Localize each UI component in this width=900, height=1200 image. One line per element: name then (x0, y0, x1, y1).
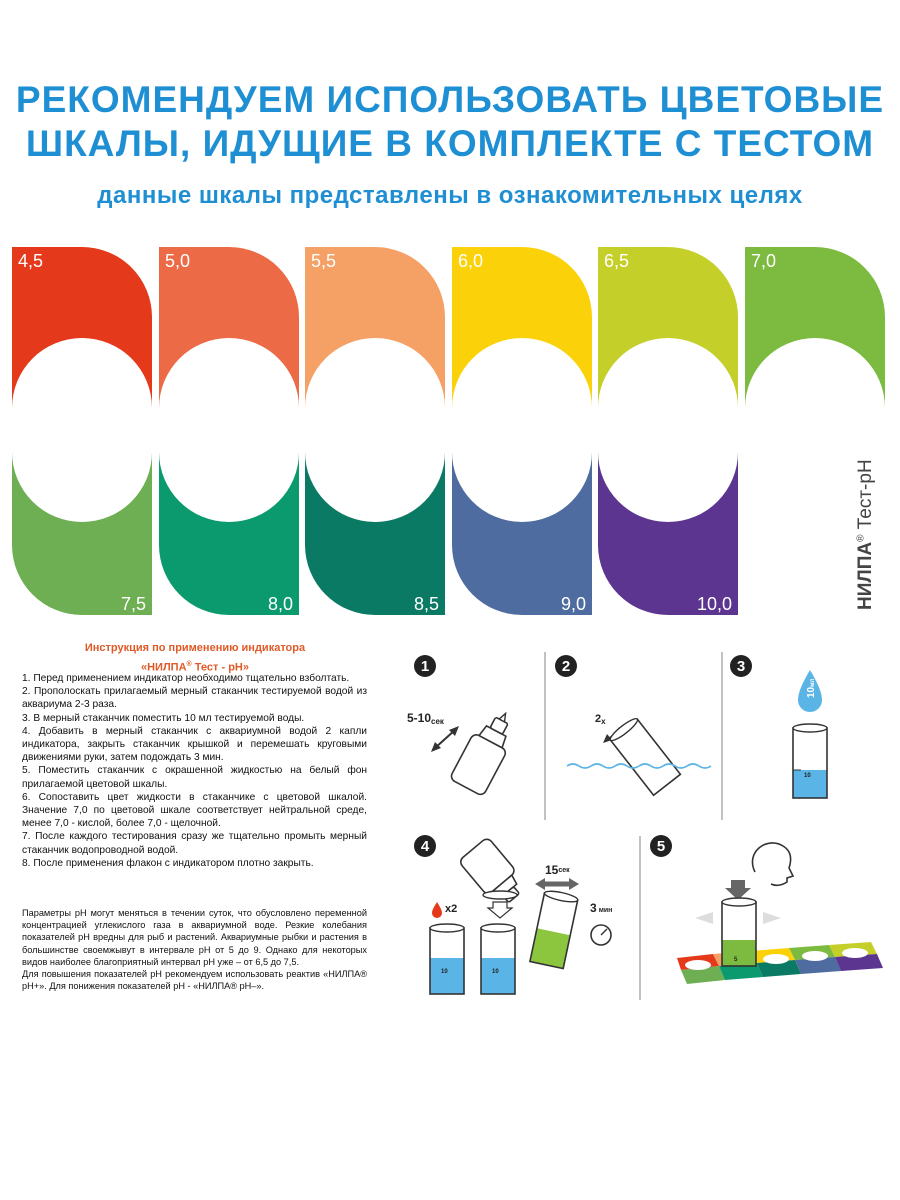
subtitle: данные шкалы представлены в ознакомительных целях (97, 182, 803, 209)
wait-time (590, 901, 612, 915)
brand-product: Тест-рН (855, 459, 876, 530)
swatch-label: 10,0 (696, 594, 732, 614)
drops-count: x2 (445, 903, 458, 915)
ph-swatch-top (159, 247, 299, 408)
cup-mark: 5 (734, 957, 738, 963)
step-number: 4 (420, 838, 430, 855)
instruction-item: 1. Перед применением индикатор необходимо тщательно взболтать. (22, 673, 350, 684)
swatch-shape (598, 452, 738, 615)
brand-reg: ® (855, 534, 867, 542)
ph-swatch-top (12, 247, 152, 408)
step-2 (555, 655, 711, 795)
headline-line-2: ШКАЛЫ, ИДУЩИЕ В КОМПЛЕКТЕ С ТЕСТОМ (25, 123, 875, 164)
instruction-item: 5. Поместить стаканчик с окрашенной жидкостью на белый фон прилагаемой цветовой шкалы. (22, 765, 367, 790)
brand-name: НИЛПА (855, 541, 876, 610)
swatch-label: 7,0 (751, 251, 777, 271)
instruction-item: 4. Добавить в мерный стаканчик с аквариумной водой 2 капли индикатора, закрыть стаканчик крышкой и перемешать круговыми движениями руки, затем подождать 3 мин. (22, 725, 367, 764)
volume-unit: мл (810, 678, 816, 687)
swatch-shape (305, 247, 445, 408)
step-5 (650, 835, 883, 984)
swatch-label: 6,5 (604, 251, 630, 271)
measuring-cup-icon (430, 924, 464, 994)
steps-illustration (395, 640, 900, 1020)
swatch-shape (159, 452, 299, 615)
step-3 (730, 655, 827, 798)
wait-time-value: 3 (590, 901, 597, 915)
instruction-item: 3. В мерный стаканчик поместить 10 мл тестируемой воды. (22, 712, 305, 724)
timer-icon (591, 925, 611, 945)
ph-swatch-bottom (159, 452, 299, 615)
swatch-shape (598, 247, 738, 408)
step-number: 3 (736, 658, 746, 675)
instruction-item: 6. Сопоставить цвет жидкости в стаканчике с цветовой шкалой. Значение 7,0 по цветовой шкале соответствует нейтральной среде, менее 7,0 - кислой, более 7,0 - щелочной. (22, 791, 367, 830)
arrow-head (535, 878, 545, 890)
swatch-shape (12, 452, 152, 615)
swatch-label: 4,5 (18, 251, 44, 271)
title-product: Тест - рН» (191, 661, 249, 674)
measuring-cup-icon (722, 898, 756, 966)
rinse-times (595, 713, 606, 726)
left-arrow-icon (695, 912, 713, 924)
ph-parameters-note (22, 907, 367, 992)
ph-swatch-bottom (598, 452, 738, 615)
indicator-bottle-icon (449, 704, 522, 796)
headline-line-1: РЕКОМЕНДУЕМ ИСПОЛЬЗОВАТЬ ЦВЕТОВЫЕ (15, 79, 885, 120)
down-arrow-icon (488, 902, 512, 918)
ph-swatch-bottom (305, 452, 445, 615)
shaken-cup-icon (530, 889, 579, 968)
swatch-label: 5,5 (311, 251, 337, 271)
ph-swatch-top (745, 247, 885, 408)
swatch-shape (159, 247, 299, 408)
step-number: 1 (420, 658, 430, 675)
cap-icon (483, 891, 517, 899)
swatch-label: 8,5 (413, 594, 439, 614)
arrow-head (569, 878, 579, 890)
drop-icon (432, 902, 442, 918)
swatch-shape (452, 247, 592, 408)
step-1 (407, 655, 522, 796)
params-paragraph-1: Параметры рН могут меняться в течении суток, что обусловлено переменной концентрацией углекислого газа в аквариумной воде. Резкие колебания показателей рН вредны для рыб и растений. Аквариумные рыбки и растения в большинстве своемжывут в интервале рН от 5 до 9. Однако для некоторых видов наиболее благоприятный интервал рН уже – от 6,5 до 7,5. (22, 908, 367, 967)
right-arrow-icon (763, 912, 781, 924)
title-reg: ® (186, 661, 192, 668)
measuring-cup-icon (481, 924, 515, 994)
wait-time-unit: мин (598, 907, 613, 914)
swatch-shape (12, 247, 152, 408)
shake-time (407, 711, 445, 726)
swatch-shape (452, 452, 592, 615)
swatch-label: 7,5 (120, 594, 146, 614)
down-arrow-icon (725, 880, 751, 900)
instruction-item: 2. Прополоскать прилагаемый мерный стаканчик тестируемой водой из аквариума 2-3 раза. (22, 686, 367, 711)
measuring-cup-icon (793, 724, 827, 798)
cup-mark: 10 (441, 969, 448, 975)
instruction-item: 7. После каждого тестирования сразу же тщательно промыть мерный стаканчик водопроводной водой. (22, 831, 367, 856)
step-4 (414, 835, 612, 994)
tilted-cup-icon (608, 716, 680, 795)
volume-value: 10 (806, 686, 817, 698)
step-number: 5 (656, 838, 666, 855)
ph-swatch-top (598, 247, 738, 408)
instruction-item: 8. После применения флакон с индикатором плотно закрыть. (22, 857, 314, 869)
cup-mark: 10 (804, 773, 811, 779)
rinse-times-value: 2 (595, 713, 602, 725)
instructions-list (22, 672, 367, 870)
cup-mark: 10 (492, 969, 499, 975)
rinse-times-unit: x (601, 717, 606, 726)
swatch-label: 6,0 (458, 251, 484, 271)
mix-time (545, 863, 570, 877)
ph-swatch-top (452, 247, 592, 408)
observer-face-icon (752, 843, 793, 885)
instructions-title-1: Инструкция по применению индикатора (84, 642, 306, 654)
mix-time-value: 15 (545, 863, 559, 877)
swatch-label: 9,0 (560, 594, 586, 614)
mix-time-unit: сек (558, 867, 570, 874)
params-paragraph-2: Для повышения показателей рН рекомендуем использовать реактив «НИЛПА® рН+». Для понижения показателей рН - «НИЛПА® рН–». (22, 969, 367, 992)
ph-swatch-bottom (12, 452, 152, 615)
brand-vertical (855, 459, 877, 610)
double-arrow-icon (431, 726, 459, 752)
shake-time-value: 5-10 (407, 711, 432, 725)
ph-swatch-bottom (452, 452, 592, 615)
swatch-shape (305, 452, 445, 615)
swatch-label: 5,0 (165, 251, 191, 271)
ph-swatch-top (305, 247, 445, 408)
step-number: 2 (561, 658, 571, 675)
shake-time-unit: сек (431, 717, 444, 726)
swatch-label: 8,0 (267, 594, 293, 614)
swatch-shape (745, 247, 885, 408)
title-brand: «НИЛПА (141, 661, 187, 674)
color-scale-card (677, 942, 883, 984)
